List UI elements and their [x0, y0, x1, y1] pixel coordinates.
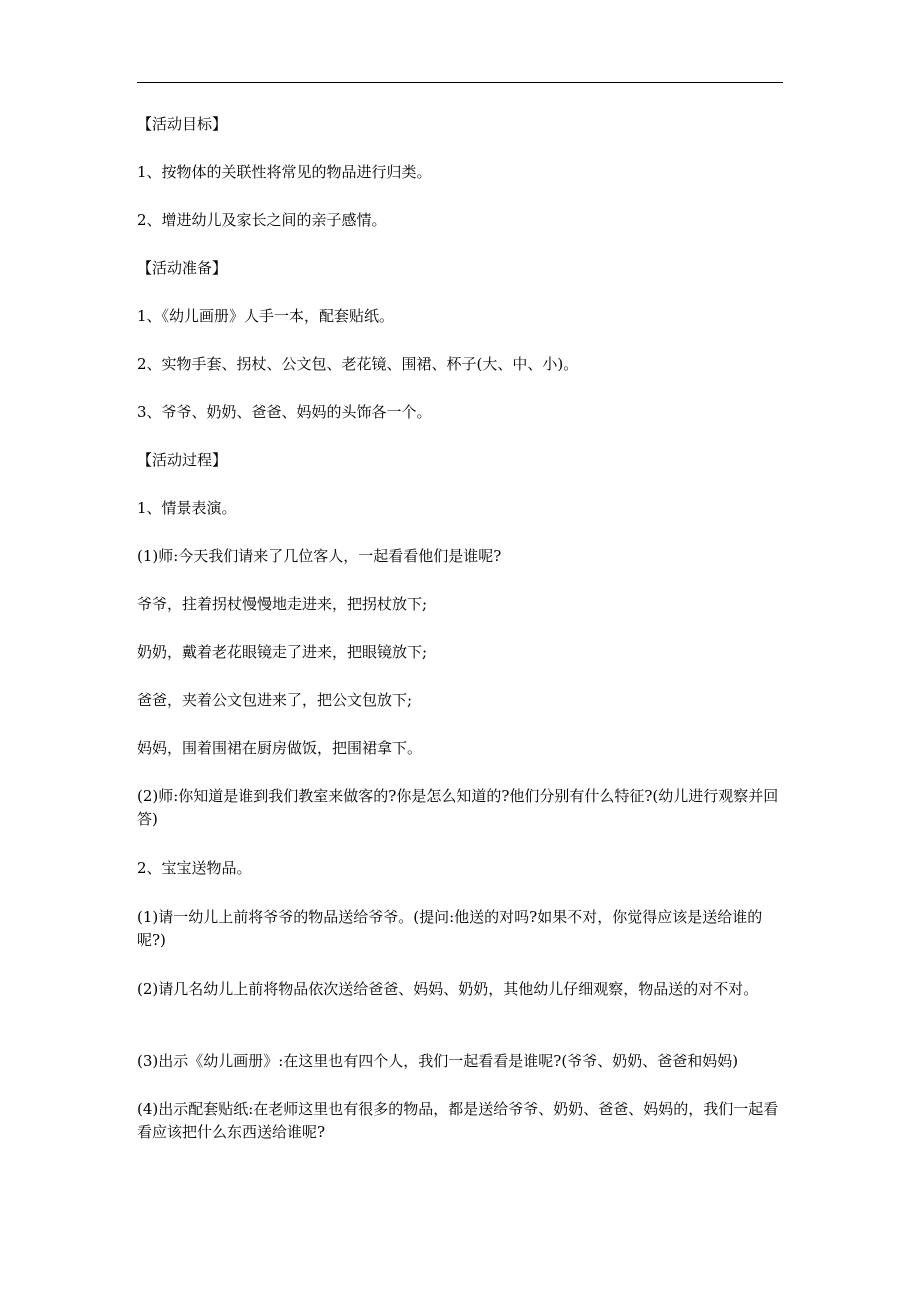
process-step-2-1: (1)请一幼儿上前将爷爷的物品送给爷爷。(提问:他送的对吗?如果不对，你觉得应该是送给谁的呢?) [137, 908, 763, 949]
section-heading-preparation: 【活动准备】 [137, 259, 228, 277]
goal-item-1: 1、按物体的关联性将常见的物品进行归类。 [137, 163, 432, 181]
mom-line: 妈妈，围着围裙在厨房做饭，把围裙拿下。 [137, 739, 423, 757]
process-step-2-2: (2)请几名幼儿上前将物品依次送给爸爸、妈妈、奶奶，其他幼儿仔细观察，物品送的对不对。 [137, 980, 759, 998]
process-step-2-4: (4)出示配套贴纸:在老师这里也有很多的物品，都是送给爷爷、奶奶、爸爸、妈妈的，我们一起看看应该把什么东西送给谁呢? [137, 1100, 779, 1141]
preparation-item-3: 3、爷爷、奶奶、爸爸、妈妈的头饰各一个。 [137, 403, 432, 421]
grandma-line: 奶奶，戴着老花眼镜走了进来，把眼镜放下; [137, 643, 428, 661]
preparation-item-1: 1、《幼儿画册》人手一本，配套贴纸。 [137, 307, 395, 325]
process-step-1-1: (1)师:今天我们请来了几位客人，一起看看他们是谁呢? [137, 547, 502, 565]
section-heading-process: 【活动过程】 [137, 451, 228, 469]
header-rule [137, 82, 783, 83]
process-step-1-2: (2)师:你知道是谁到我们教室来做客的?你是怎么知道的?他们分别有什么特征?(幼儿进行观察并回答) [137, 787, 779, 828]
process-step-1-title: 1、情景表演。 [137, 499, 237, 517]
section-heading-goals: 【活动目标】 [137, 115, 228, 133]
process-step-2-3: (3)出示《幼儿画册》:在这里也有四个人，我们一起看看是谁呢?(爷爷、奶奶、爸爸和妈妈) [137, 1052, 739, 1070]
preparation-item-2: 2、实物手套、拐杖、公文包、老花镜、围裙、杯子(大、中、小)。 [137, 355, 579, 373]
grandpa-line: 爷爷，拄着拐杖慢慢地走进来，把拐杖放下; [137, 595, 428, 613]
dad-line: 爸爸，夹着公文包进来了，把公文包放下; [137, 691, 413, 709]
goal-item-2: 2、增进幼儿及家长之间的亲子感情。 [137, 211, 387, 229]
process-step-2-title: 2、宝宝送物品。 [137, 859, 252, 877]
